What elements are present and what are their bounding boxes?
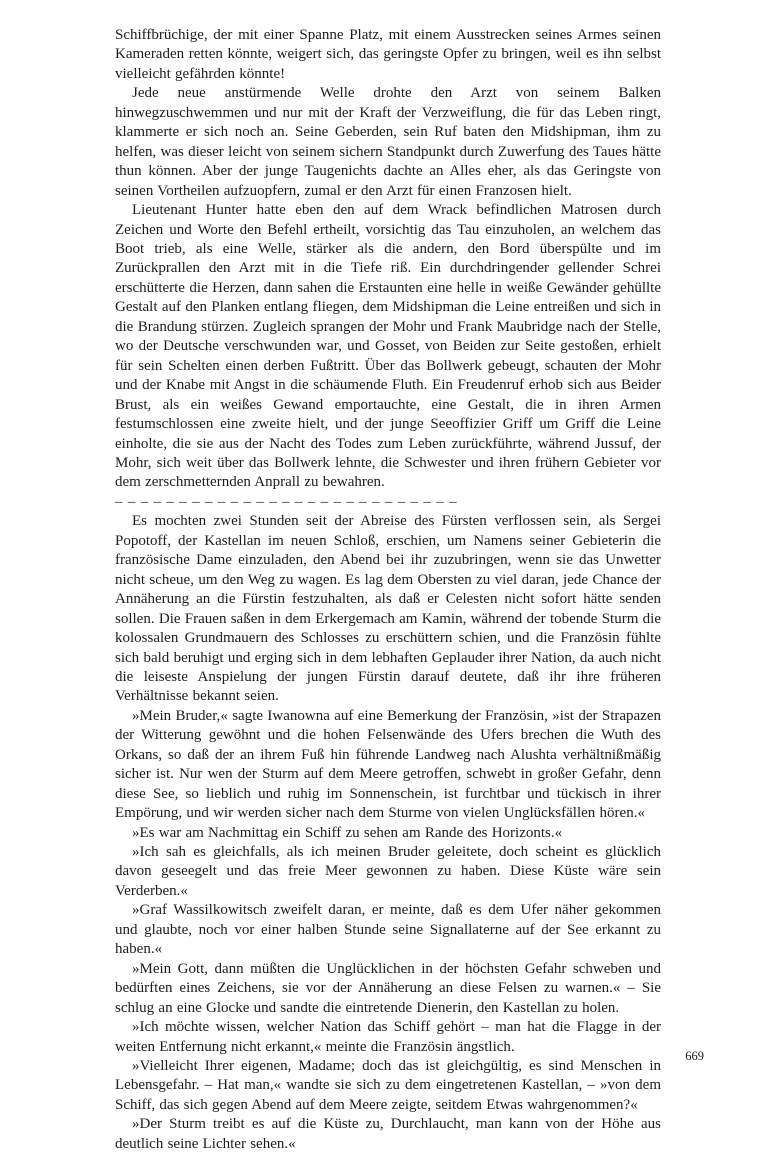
paragraph: »Ich möchte wissen, welcher Nation das Schiff gehört – man hat die Flagge in der weiten Entfernung nicht erkannt,« meinte die Französin ängstlich. (115, 1019, 661, 1055)
paragraph: »Graf Wassilkowitsch zweifelt daran, er meinte, daß es dem Ufer näher gekommen und glaubte, noch vor einer halben Stunde seine Signallaterne auf der See erkannt zu haben.« (115, 902, 661, 958)
paragraph: »Mein Bruder,« sagte Iwanowna auf eine Bemerkung der Französin, »ist der Strapazen der Witterung gewöhnt und die hohen Felsenwände des Ufers brechen die Wuth des Orkans, so daß der an ihrem Fuß hin führende Landweg nach Alushta verhältnißmäßig sicher ist. Nur wen der Sturm auf dem Meere getroffen, schwebt in großer Gefahr, denn diese See, so lieblich und ruhig im Sonnenschein, ist furchtbar und tückisch in ihrer Empörung, und wir werden sicher nach dem Sturme von vielen Unglücksfällen hören.« (115, 707, 661, 822)
paragraph: »Mein Gott, dann müßten die Unglücklichen in der höchsten Gefahr schweben und bedürften eines Zeichens, sie vor der Annäherung an diese Felsen zu warnen.« – Sie schlug an eine Glocke und sandte die eintretende Dienerin, den Kastellan zu holen. (115, 960, 661, 1016)
paragraph: »Vielleicht Ihrer eigenen, Madame; doch das ist gleichgültig, es sind Menschen in Lebensgefahr. – Hat man,« wandte sie sich zu dem eingetretenen Kastellan, – »von dem Schiff, das sich gegen Abend auf dem Meere zeigte, seitdem Etwas wahrgenommen?« (115, 1058, 661, 1113)
paragraph: Schiffbrüchige, der mit einer Spanne Platz, mit einem Ausstrecken seines Armes seinen Kameraden retten könnte, weigert sich, das geringste Opfer zu bringen, weil es ihn selbst vielleicht gefährden könnte! (115, 27, 661, 82)
paragraph: »Ich sah es gleichfalls, als ich meinen Bruder geleitete, doch scheint es glücklich davon geseegelt und das freie Meer gewonnen zu haben. Diese Küste wäre sein Verderben.« (115, 844, 661, 899)
paragraph: Lieutenant Hunter hatte eben den auf dem Wrack befindlichen Matrosen durch Zeichen und Worte den Befehl ertheilt, vorsichtig das Tau einzuholen, an welchem das Boot trieb, als eine Welle, stärker als die andern, den Bord überspülte und im Zurückprallen den Arzt mit in die Tiefe riß. Ein durchdringender gellender Schrei erschütterte die Herzen, dann sahen die Erstaunten eine helle in weiße Gewänder gehüllte Gestalt auf den Planken entlang fliegen, dem Midshipman die Leine entreißen und sich in die Brandung stürzen. Zugleich sprangen der Mohr und Frank Maubridge nach der Stelle, wo der Deutsche verschwunden war, und Gosset, von Beiden zur Seite gestoßen, erhielt für sein Schelten einen derben Fußtritt. Über das Bollwerk gebeugt, schauten der Mohr und der Knabe mit Angst in die schäumende Fluth. Ein Freudenruf erhob sich aus Beider Brust, als ein weißes Gewand emportauchte, eine Gestalt, die in ihren Armen festumschlossen eine zweite hielt, und der junge Seeoffizier Griff um Griff die Leine einholte, die sie aus der Nacht des Todes zum Leben zurückführte, während Jussuf, der Mohr, sich weit über das Bollwerk lehnte, die Schwester und ihren frühern Gebieter vor dem zerschmetternden Anprall zu bewahren. (115, 202, 661, 491)
paragraph: Es mochten zwei Stunden seit der Abreise des Fürsten verflossen sein, als Sergei Popotoff, der Kastellan im neuen Schloß, erschien, um Namens seiner Gebieterin die französische Dame einzuladen, den Abend bei ihr zuzubringen, wenn sie das Unwetter nicht scheue, um den Weg zu wagen. Es lag dem Obersten zu viel daran, jede Chance der Annäherung an die Fürstin festzuhalten, als daß er Celesten nicht sofort hätte senden sollen. Die Frauen saßen in dem Erkergemach am Kamin, während der tobende Sturm die kolossalen Grundmauern des Schlosses zu erschüttern schien, und die Französin fühlte sich bald beruhigt und erging sich in dem lebhaften Geplauder ihrer Nation, da auch nicht die leiseste Anspielung der jungen Fürstin darauf deutete, daß ihr ihre früheren Verhältnisse bekannt seien. (115, 513, 661, 705)
text-block (115, 26, 661, 1154)
paragraph: »Der Sturm treibt es auf die Küste zu, Durchlaucht, man kann von der Höhe aus deutlich seine Lichter sehen.« (115, 1116, 661, 1152)
page-number: 669 (685, 1049, 704, 1063)
paragraph: »Es war am Nachmittag ein Schiff zu sehen am Rande des Horizonts.« (132, 824, 563, 841)
paragraph: Jede neue anstürmende Welle drohte den Arzt von seinem Balken hinwegzuschwemmen und nur mit der Kraft der Verzweiflung, die für das Leben ringt, klammerte er sich noch an. Seine Geberden, sein Ruf baten den Midshipman, ihm zu helfen, was dieser leicht von seinem sichern Standpunkt durch Zuwerfung des Taues hätte thun können. Aber der junge Taugenichts dachte an Alles eher, als das Geringste von seinen Vortheilen aufzuopfern, zumal er den Arzt für einen Franzosen hielt. (115, 85, 661, 199)
section-separator: – – – – – – – – – – – – – – – – – – – – – – – – – – – (115, 493, 458, 510)
